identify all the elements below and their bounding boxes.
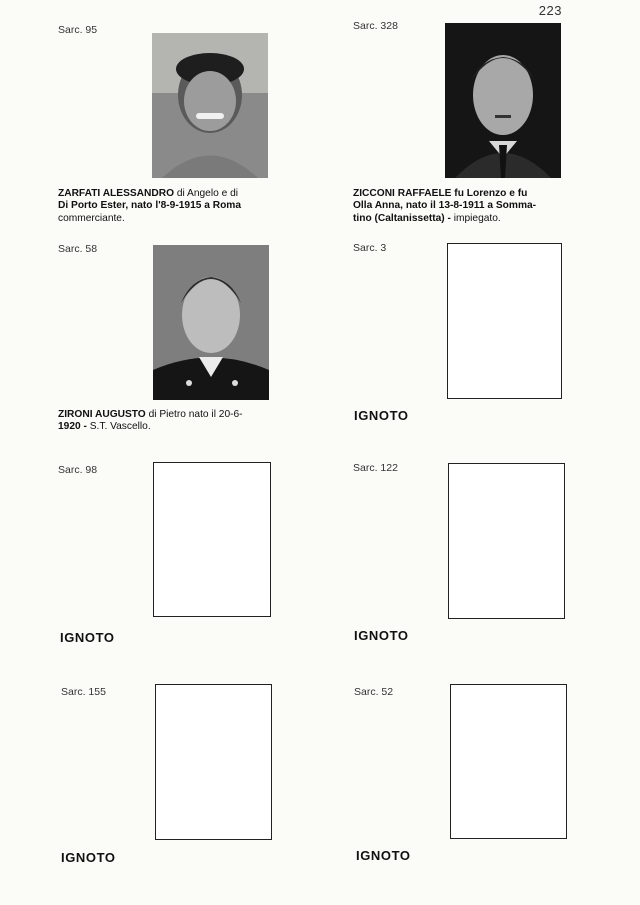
caption-name: ZIRONI AUGUSTO (58, 409, 146, 420)
caption-text: S.T. Vascello. (86, 421, 151, 433)
ignoto-label: IGNOTO (354, 628, 409, 643)
sarc-label: Sarc. 122 (353, 462, 398, 474)
caption (58, 409, 274, 434)
caption-text: 1920 - (58, 421, 87, 433)
caption-name: ZARFATI ALESSANDRO (58, 188, 175, 199)
caption-text: di Pietro nato il 20-6- (145, 409, 243, 420)
ignoto-label: IGNOTO (356, 848, 411, 863)
portrait-photo (445, 23, 561, 178)
caption-text: tino (Caltanissetta) - (353, 212, 451, 224)
caption-text: commerciante. (58, 212, 125, 224)
sarc-label: Sarc. 52 (354, 686, 394, 698)
sarc-label: Sarc. 328 (353, 20, 398, 32)
ignoto-label: IGNOTO (60, 630, 115, 645)
empty-photo-frame (448, 463, 565, 619)
empty-photo-frame (153, 462, 271, 617)
empty-photo-frame (447, 243, 562, 399)
ignoto-label: IGNOTO (61, 850, 116, 865)
empty-photo-frame (450, 684, 567, 839)
page-number: 223 (538, 3, 562, 18)
sarc-label: Sarc. 58 (58, 243, 98, 255)
sarc-label: Sarc. 98 (58, 464, 98, 476)
sarc-label: Sarc. 95 (58, 24, 98, 36)
portrait-photo (153, 245, 269, 400)
caption-name: ZICCONI RAFFAELE fu Lorenzo e fu (353, 188, 528, 199)
empty-photo-frame (155, 684, 272, 840)
portrait-photo (152, 33, 268, 178)
caption-text: Di Porto Ester, nato l'8-9-1915 a Roma (58, 200, 242, 212)
caption (58, 188, 274, 225)
ignoto-label: IGNOTO (354, 408, 409, 423)
sarc-label: Sarc. 3 (353, 242, 387, 254)
caption-text: Olla Anna, nato il 13-8-1911 a Somma- (353, 200, 537, 212)
caption-text: di Angelo e di (174, 188, 239, 199)
caption (353, 188, 569, 225)
sarc-label: Sarc. 155 (61, 686, 106, 698)
caption-text: impiegato. (450, 212, 501, 224)
